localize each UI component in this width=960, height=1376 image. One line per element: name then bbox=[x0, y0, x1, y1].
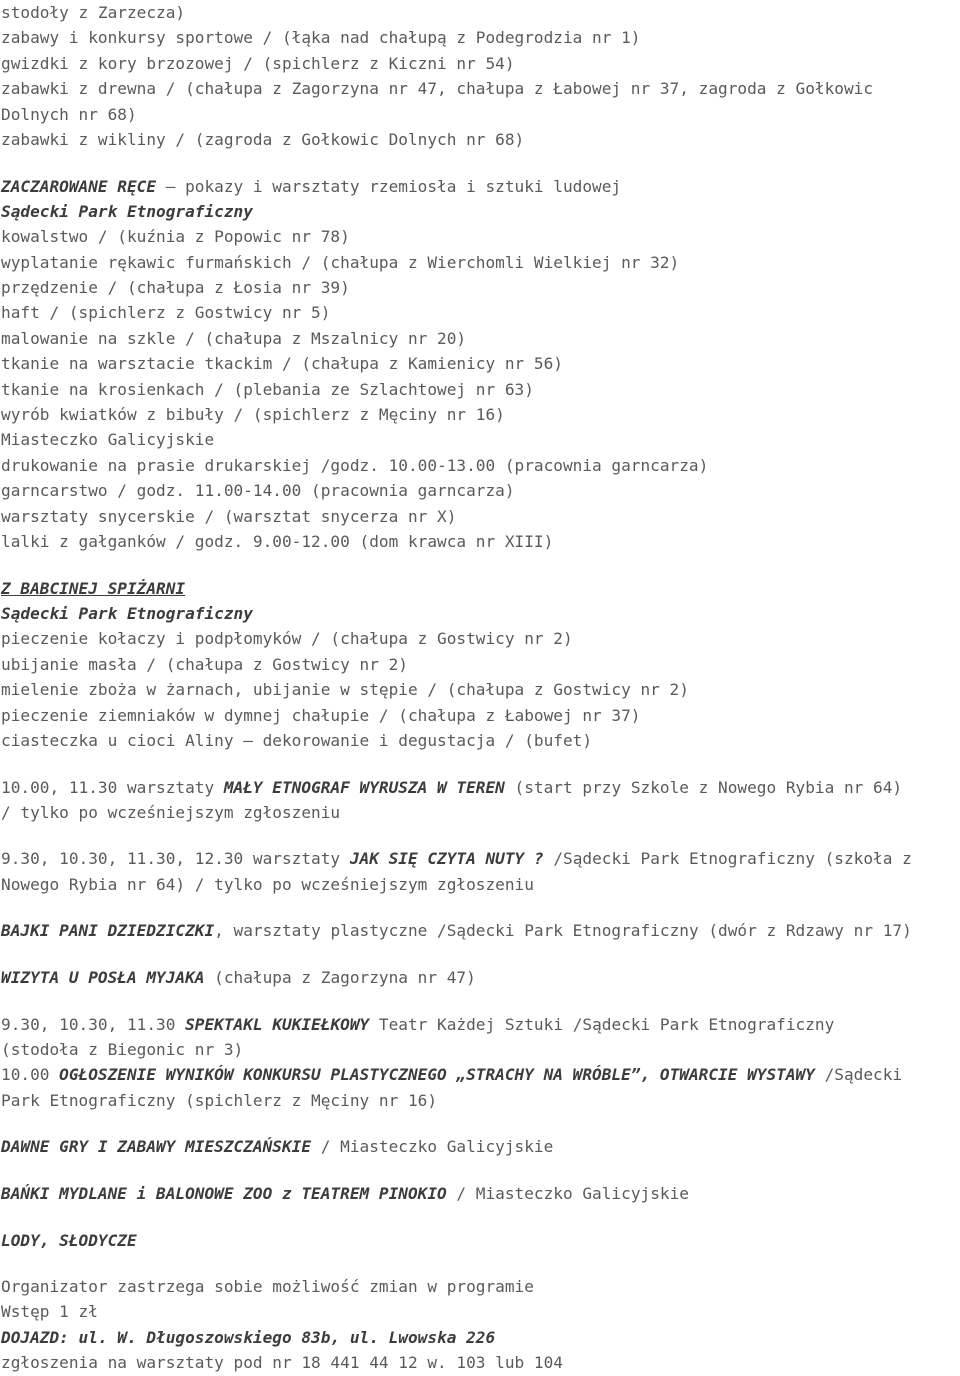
paragraph-gap bbox=[1, 1113, 959, 1134]
text-line bbox=[1, 250, 959, 275]
plain-text: przędzenie / (chałupa z Łosia nr 39) bbox=[1, 278, 350, 298]
text-line bbox=[1, 652, 959, 677]
text-line bbox=[1, 199, 959, 224]
plain-text: 9.30, 10.30, 11.30, 12.30 warsztaty bbox=[1, 849, 350, 869]
plain-text: Miasteczko Galicyjskie bbox=[1, 430, 215, 450]
plain-text: Teatr Każdej Sztuki /Sądecki Park Etnograficzny bbox=[369, 1014, 835, 1034]
text-line bbox=[1, 427, 959, 452]
text-line bbox=[1, 1274, 959, 1299]
text-line bbox=[1, 846, 959, 871]
text-line bbox=[1, 1350, 959, 1375]
plain-text: zabawki z drewna / (chałupa z Zagorzyna nr 47, chałupa z Łabowej nr 37, zagroda z Gołkowic bbox=[1, 79, 874, 99]
plain-text: Dolnych nr 68) bbox=[1, 104, 137, 124]
text-line bbox=[1, 25, 959, 50]
plain-text: /Sądecki bbox=[814, 1065, 903, 1085]
text-line bbox=[1, 918, 959, 943]
paragraph-gap bbox=[1, 554, 959, 575]
text-line bbox=[1, 965, 959, 990]
text-line bbox=[1, 800, 959, 825]
text-line bbox=[1, 872, 959, 897]
text-line bbox=[1, 728, 959, 753]
text-line bbox=[1, 1134, 959, 1159]
paragraph-gap bbox=[1, 990, 959, 1011]
text-line bbox=[1, 529, 959, 554]
text-line bbox=[1, 504, 959, 529]
emphasis-text: WIZYTA U POSŁA MYJAKA bbox=[1, 968, 205, 988]
text-line bbox=[1, 453, 959, 478]
paragraph-gap bbox=[1, 1206, 959, 1227]
text-line bbox=[1, 677, 959, 702]
text-line bbox=[1, 1062, 959, 1087]
text-line bbox=[1, 402, 959, 427]
emphasis-text: ZACZAROWANE RĘCE bbox=[1, 176, 157, 196]
plain-text: / tylko po wcześniejszym zgłoszeniu bbox=[1, 802, 341, 822]
text-line bbox=[1, 576, 959, 601]
plain-text: Wstęp 1 zł bbox=[1, 1302, 98, 1322]
plain-text: haft / (spichlerz z Gostwicy nr 5) bbox=[1, 303, 331, 323]
plain-text: zabawki z wikliny / (zagroda z Gołkowic Dolnych nr 68) bbox=[1, 129, 525, 149]
plain-text: ubijanie masła / (chałupa z Gostwicy nr 2) bbox=[1, 654, 408, 674]
plain-text: mielenie zboża w żarnach, ubijanie w stępie / (chałupa z Gostwicy nr 2) bbox=[1, 680, 689, 700]
text-line bbox=[1, 478, 959, 503]
text-line bbox=[1, 174, 959, 199]
text-line bbox=[1, 626, 959, 651]
text-line bbox=[1, 102, 959, 127]
plain-text: , warsztaty plastyczne /Sądecki Park Etnograficzny (dwór z Rdzawy nr 17) bbox=[214, 921, 912, 941]
emphasis-text: SPEKTAKL KUKIEŁKOWY bbox=[185, 1014, 370, 1034]
text-line bbox=[1, 1325, 959, 1350]
text-line bbox=[1, 1037, 959, 1062]
plain-text: ciasteczka u cioci Aliny – dekorowanie i degustacja / (bufet) bbox=[1, 730, 593, 750]
text-line bbox=[1, 326, 959, 351]
plain-text: /Sądecki Park Etnograficzny (szkoła z bbox=[543, 849, 912, 869]
emphasis-text: DAWNE GRY I ZABAWY MIESZCZAŃSKIE bbox=[1, 1137, 312, 1157]
text-line bbox=[1, 0, 959, 25]
plain-text: garncarstwo / godz. 11.00-14.00 (pracownia garncarza) bbox=[1, 481, 515, 501]
text-line bbox=[1, 1299, 959, 1324]
plain-text: (start przy Szkole z Nowego Rybia nr 64) bbox=[504, 777, 903, 797]
plain-text: lalki z gałganków / godz. 9.00-12.00 (dom krawca nr XIII) bbox=[1, 532, 554, 551]
text-line bbox=[1, 51, 959, 76]
plain-text: warsztaty snycerskie / (warsztat snycerza nr X) bbox=[1, 506, 457, 526]
plain-text: 10.00 bbox=[1, 1065, 60, 1085]
emphasis-text: BAJKI PANI DZIEDZICZKI bbox=[1, 921, 215, 941]
emphasis-text: Sądecki Park Etnograficzny bbox=[1, 201, 253, 221]
text-line bbox=[1, 1088, 959, 1113]
plain-text: / Miasteczko Galicyjskie bbox=[446, 1183, 689, 1203]
text-line bbox=[1, 601, 959, 626]
plain-text: zgłoszenia na warsztaty pod nr 18 441 44 12 w. 103 lub 104 bbox=[1, 1353, 563, 1373]
text-line bbox=[1, 76, 959, 101]
plain-text: tkanie na warsztacie tkackim / (chałupa z Kamienicy nr 56) bbox=[1, 354, 563, 374]
emphasis-text: MAŁY ETNOGRAF WYRUSZA W TEREN bbox=[223, 777, 505, 797]
paragraph-gap bbox=[1, 1253, 959, 1274]
paragraph-gap bbox=[1, 897, 959, 918]
paragraph-gap bbox=[1, 944, 959, 965]
plain-text: – pokazy i warsztaty rzemiosła i sztuki ludowej bbox=[156, 176, 622, 196]
plain-text: stodoły z Zarzecza) bbox=[1, 3, 186, 22]
plain-text: (stodoła z Biegonic nr 3) bbox=[1, 1039, 244, 1059]
text-line bbox=[1, 127, 959, 152]
plain-text: drukowanie na prasie drukarskiej /godz. 10.00-13.00 (pracownia garncarza) bbox=[1, 455, 709, 475]
plain-text: tkanie na krosienkach / (plebania ze Szlachtowej nr 63) bbox=[1, 379, 534, 399]
plain-text: Organizator zastrzega sobie możliwość zmian w programie bbox=[1, 1277, 534, 1297]
plain-text: Park Etnograficzny (spichlerz z Męciny nr 16) bbox=[1, 1090, 438, 1110]
plain-text: (chałupa z Zagorzyna nr 47) bbox=[204, 968, 476, 988]
text-line bbox=[1, 351, 959, 376]
plain-text: 9.30, 10.30, 11.30 bbox=[1, 1014, 186, 1034]
plain-text: gwizdki z kory brzozowej / (spichlerz z Kiczni nr 54) bbox=[1, 53, 515, 73]
emphasis-text: Z BABCINEJ SPIŻARNI bbox=[1, 578, 186, 598]
plain-text: 10.00, 11.30 warsztaty bbox=[1, 777, 224, 797]
text-line bbox=[1, 300, 959, 325]
paragraph-gap bbox=[1, 152, 959, 173]
emphasis-text: JAK SIĘ CZYTA NUTY ? bbox=[349, 849, 544, 869]
text-line bbox=[1, 224, 959, 249]
plain-text: Nowego Rybia nr 64) / tylko po wcześniejszym zgłoszeniu bbox=[1, 874, 534, 894]
emphasis-text: LODY, SŁODYCZE bbox=[1, 1230, 137, 1250]
plain-text: pieczenie ziemniaków w dymnej chałupie / (chałupa z Łabowej nr 37) bbox=[1, 705, 641, 725]
plain-text: wyplatanie rękawic furmańskich / (chałupa z Wierchomli Wielkiej nr 32) bbox=[1, 252, 680, 272]
text-line bbox=[1, 1228, 959, 1253]
plain-text: pieczenie kołaczy i podpłomyków / (chałupa z Gostwicy nr 2) bbox=[1, 629, 573, 649]
text-line bbox=[1, 1012, 959, 1037]
emphasis-text: BAŃKI MYDLANE i BALONOWE ZOO z TEATREM PINOKIO bbox=[1, 1183, 447, 1203]
paragraph-gap bbox=[1, 753, 959, 774]
plain-text: malowanie na szkle / (chałupa z Mszalnicy nr 20) bbox=[1, 328, 467, 348]
text-line bbox=[1, 377, 959, 402]
paragraph-gap bbox=[1, 1160, 959, 1181]
plain-text: / Miasteczko Galicyjskie bbox=[311, 1137, 554, 1157]
emphasis-text: OGŁOSZENIE WYNIKÓW KONKURSU PLASTYCZNEGO „STRACHY NA WRÓBLE”, OTWARCIE WYSTAWY bbox=[59, 1065, 815, 1085]
emphasis-text: DOJAZD: ul. W. Długoszowskiego 83b, ul. Lwowska 226 bbox=[1, 1327, 496, 1347]
plain-text: kowalstwo / (kuźnia z Popowic nr 78) bbox=[1, 227, 350, 247]
plain-text: zabawy i konkursy sportowe / (łąka nad chałupą z Podegrodzia nr 1) bbox=[1, 28, 641, 48]
text-line bbox=[1, 775, 959, 800]
text-line bbox=[1, 1181, 959, 1206]
paragraph-gap bbox=[1, 825, 959, 846]
plain-text: wyrób kwiatków z bibuły / (spichlerz z Męciny nr 16) bbox=[1, 405, 505, 425]
emphasis-text: Sądecki Park Etnograficzny bbox=[1, 603, 253, 623]
text-line bbox=[1, 275, 959, 300]
text-line bbox=[1, 703, 959, 728]
